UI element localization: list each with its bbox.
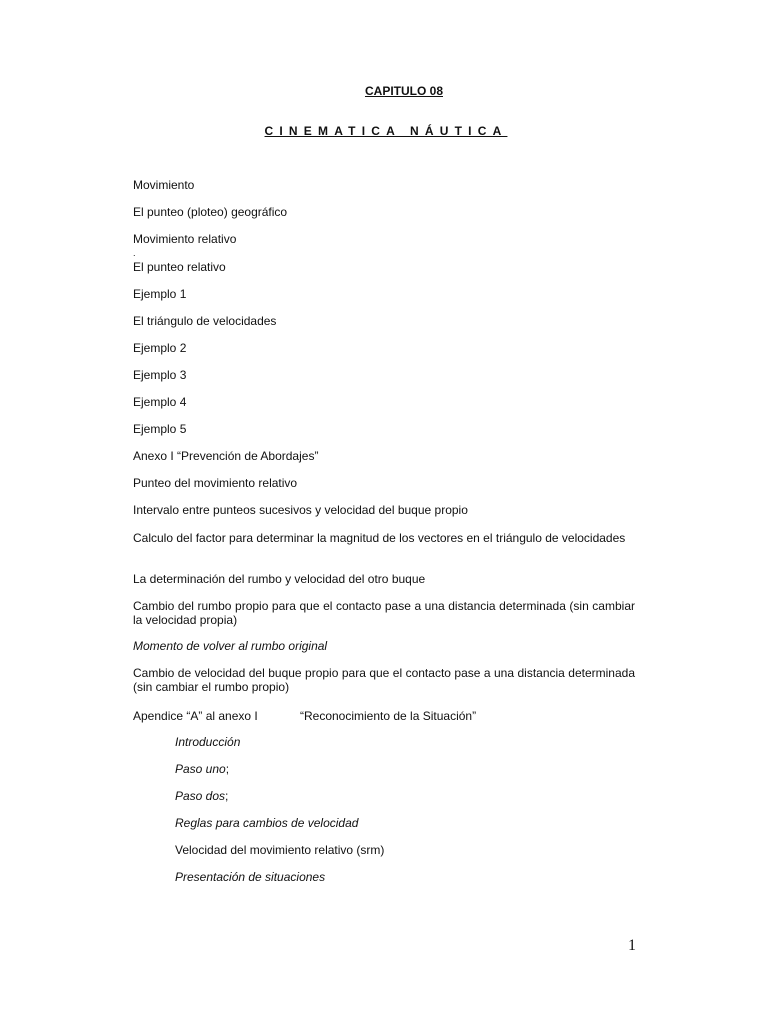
toc-subitem-punctuation: ;	[225, 789, 229, 803]
toc-item: La determinación del rumbo y velocidad del otro buque	[133, 572, 426, 586]
page-number: 1	[628, 937, 636, 954]
toc-subitem: Velocidad del movimiento relativo (srm)	[175, 843, 385, 857]
chapter-heading	[0, 84, 768, 98]
toc-item: Cambio de velocidad del buque propio para que el contacto pase a una distancia determinada (sin cambiar el rumbo propio)	[133, 666, 635, 694]
toc-subitem: Reglas para cambios de velocidad	[175, 816, 359, 830]
toc-subitem	[175, 789, 635, 803]
toc-item: Ejemplo 2	[133, 341, 187, 355]
toc-subitem	[175, 762, 635, 776]
toc-item: Movimiento relativo	[133, 232, 237, 246]
toc-subitem: Presentación de situaciones	[175, 870, 326, 884]
toc-item: Apendice “A” al anexo I	[133, 709, 258, 723]
toc-item: El triángulo de velocidades	[133, 314, 277, 328]
toc-subitem-punctuation: ;	[225, 762, 230, 776]
toc-item: Anexo I “Prevención de Abordajes”	[133, 449, 319, 463]
toc-item: Ejemplo 1	[133, 287, 187, 301]
toc-item: Ejemplo 4	[133, 395, 187, 409]
toc-subitem-text: Paso uno	[175, 762, 226, 776]
toc-item: El punteo (ploteo) geográfico	[133, 205, 288, 219]
appendix-title: “Reconocimiento de la Situación”	[300, 709, 477, 723]
toc-item: Intervalo entre punteos sucesivos y velocidad del buque propio	[133, 503, 468, 517]
toc-item: Movimiento	[133, 178, 195, 192]
chapter-heading-text: CAPITULO 08	[364, 84, 443, 98]
stray-dot: .	[133, 248, 136, 258]
toc-subitem: Introducción	[175, 735, 241, 749]
page-title	[0, 124, 768, 138]
toc-item: Punteo del movimiento relativo	[133, 476, 298, 490]
toc-item: Calculo del factor para determinar la magnitud de los vectores en el triángulo de velocidades	[133, 531, 626, 545]
toc-item: Cambio del rumbo propio para que el contacto pase a una distancia determinada (sin cambiar la velocidad propia)	[133, 599, 635, 627]
toc-item: Ejemplo 3	[133, 368, 187, 382]
toc-subitem-text: Paso dos	[175, 789, 226, 803]
toc-item: Ejemplo 5	[133, 422, 187, 436]
page-title-text: CINEMATICA NÁUTICA	[264, 124, 508, 138]
toc-item: Momento de volver al rumbo original	[133, 639, 328, 653]
toc-item: El punteo relativo	[133, 260, 226, 274]
